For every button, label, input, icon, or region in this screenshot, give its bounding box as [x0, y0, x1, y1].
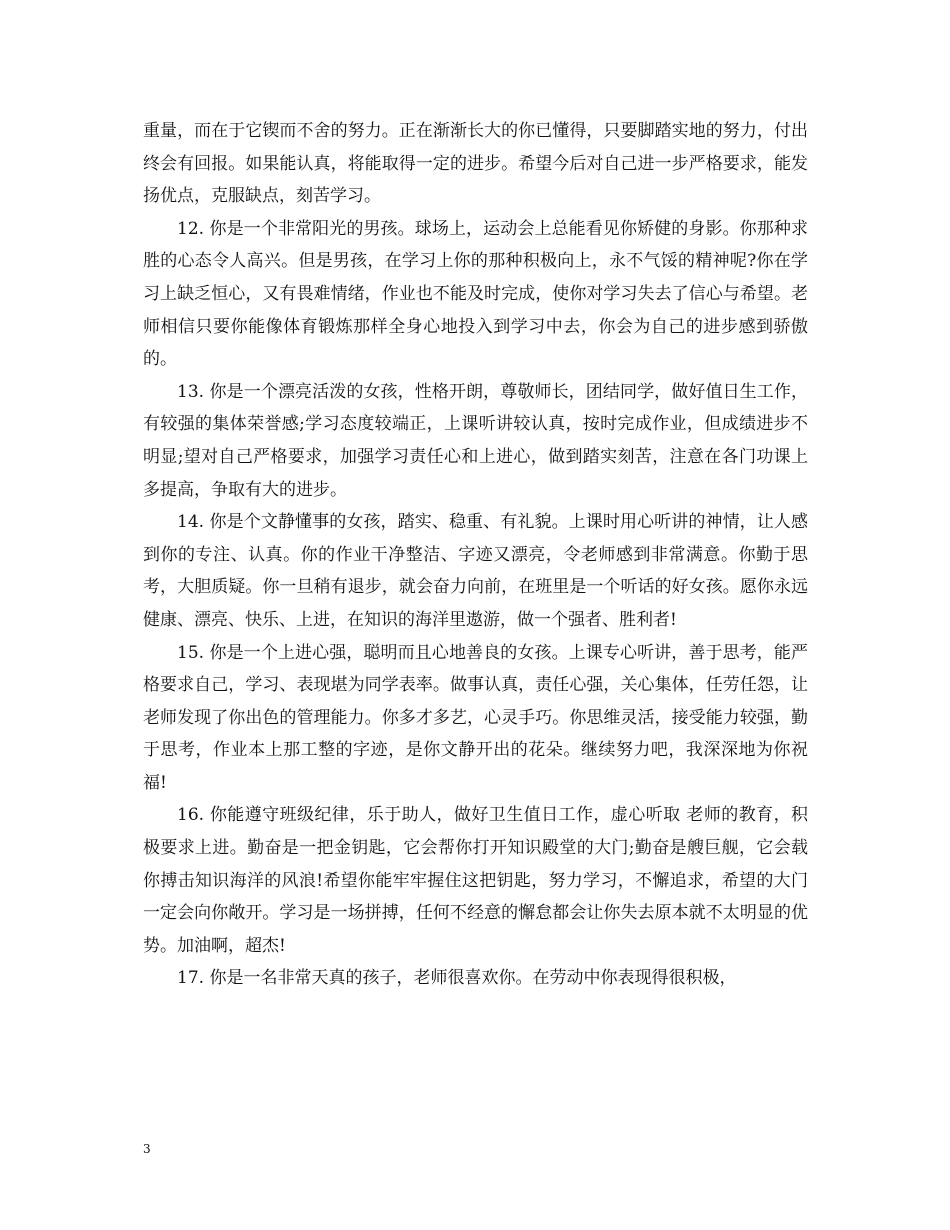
- paragraph-continuation: 重量，而在于它锲而不舍的努力。正在渐渐长大的你已懂得，只要脚踏实地的努力，付出终会有回报。如果能认真，将能取得一定的进步。希望今后对自己进一步严格要求，能发扬优点，克服缺点，刻苦学习。: [143, 121, 808, 207]
- paragraph-15: 15. 你是一个上进心强，聪明而且心地善良的女孩。上课专心听讲，善于思考，能严格要求自己，学习、表现堪为同学表率。做事认真，责任心强，关心集体，任劳任怨，让老师发现了你出色的管理能力。你多才多艺，心灵手巧。你思维灵活，接受能力较强，勤于思考，作业本上那工整的字迹，是你文静开出的花朵。继续努力吧，我深深地为你祝福!: [143, 642, 808, 793]
- paragraph-13: 13. 你是一个漂亮活泼的女孩，性格开朗，尊敬师长，团结同学，做好值日生工作，有较强的集体荣誉感;学习态度较端正，上课听讲较认真，按时完成作业，但成绩进步不明显;望对自己严格要求，加强学习责任心和上进心，做到踏实刻苦，注意在各门功课上多提高，争取有大的进步。: [143, 381, 808, 500]
- document-body: [143, 115, 808, 995]
- paragraph-16: 16. 你能遵守班级纪律，乐于助人，做好卫生值日工作，虚心听取 老师的教育，积极要求上进。勤奋是一把金钥匙，它会帮你打开知识殿堂的大门;勤奋是艘巨舰，它会载你搏击知识海洋的风浪!希望你能牢牢握住这把钥匙，努力学习，不懈追求，希望的大门一定会向你敞开。学习是一场拼搏，任何不经意的懈怠都会让你失去原本就不太明显的优势。加油啊，超杰!: [143, 805, 808, 956]
- page-number: 3: [143, 1142, 151, 1156]
- paragraph-17: 17. 你是一名非常天真的孩子，老师很喜欢你。在劳动中你表现得很积极，: [177, 968, 737, 989]
- paragraph-14: 14. 你是个文静懂事的女孩，踏实、稳重、有礼貌。上课时用心听讲的神情，让人感到你的专注、认真。你的作业干净整洁、字迹又漂亮，令老师感到非常满意。你勤于思考，大胆质疑。你一旦稍有退步，就会奋力向前，在班里是一个听话的好女孩。愿你永远健康、漂亮、快乐、上进，在知识的海洋里遨游，做一个强者、胜利者!: [143, 512, 808, 630]
- paragraph-12: 12. 你是一个非常阳光的男孩。球场上，运动会上总能看见你矫健的身影。你那种求胜的心态令人高兴。但是男孩，在学习上你的那种积极向上，永不气馁的精神呢?你在学习上缺乏恒心，又有畏难情绪，作业也不能及时完成，使你对学习失去了信心与希望。老师相信只要你能像体育锻炼那样全身心地投入到学习中去，你会为自己的进步感到骄傲的。: [143, 218, 808, 370]
